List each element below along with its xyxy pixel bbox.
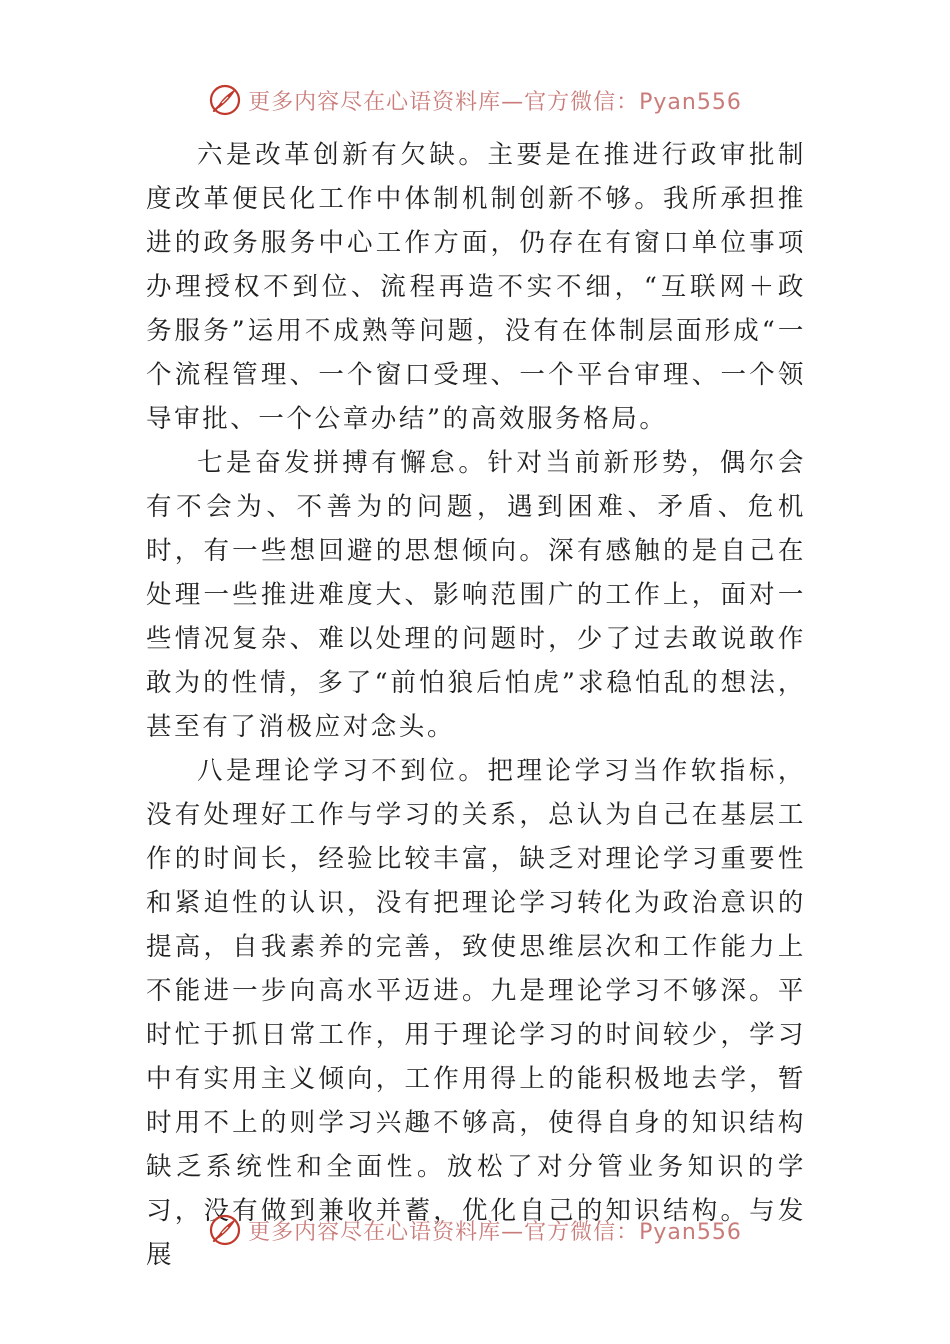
paragraph-striving-slack: 七是奋发拼搏有懈怠。针对当前新形势，偶尔会有不会为、不善为的问题，遇到困难、矛盾、危机时，有一些想回避的思想倾向。深有感触的是自己在处理一些推进难度大、影响范围广的工作上，面对一些情况复杂、难以处理的问题时，少了过去敢说敢作敢为的性情，多了“前怕狼后怕虎”求稳怕乱的想法，甚至有了消极应对念头。 <box>146 448 806 742</box>
paragraph-theory-study: 八是理论学习不到位。把理论学习当作软指标，没有处理好工作与学习的关系，总认为自己在基层工作的时间长，经验比较丰富，缺乏对理论学习重要性和紧迫性的认识，没有把理论学习转化为政治意识的提高，自我素养的完善，致使思维层次和工作能力上不能进一步向高水平迈进。九是理论学习不够深。平时忙于抓日常工作，用于理论学习的时间较少，学习中有实用主义倾向，工作用得上的能积极地去学，暂时用不上的则学习兴趣不够高，使得自身的知识结构缺乏系统性和全面性。放松了对分管业务知识的学习，没有做到兼收并蓄，优化自己的知识结构。与发展 <box>146 756 806 1270</box>
footer-banner-text: 更多内容尽在心语资料库—官方微信：Pyan556 <box>248 1219 742 1245</box>
header-banner-text: 更多内容尽在心语资料库—官方微信：Pyan556 <box>248 89 742 115</box>
paragraph-reform-innovation: 六是改革创新有欠缺。主要是在推进行政审批制度改革便民化工作中体制机制创新不够。我所承担推进的政务服务中心工作方面，仍存在有窗口单位事项办理授权不到位、流程再造不实不细，“互联网＋政务服务”运用不成熟等问题，没有在体制层面形成“一个流程管理、一个窗口受理、一个平台审理、一个领导审批、一个公章办结”的高效服务格局。 <box>146 140 806 434</box>
document-body <box>146 133 806 1277</box>
quill-pen-logo-icon <box>208 1213 242 1247</box>
footer-banner <box>0 1208 950 1252</box>
header-banner <box>0 78 950 122</box>
quill-pen-logo-icon <box>208 83 242 117</box>
